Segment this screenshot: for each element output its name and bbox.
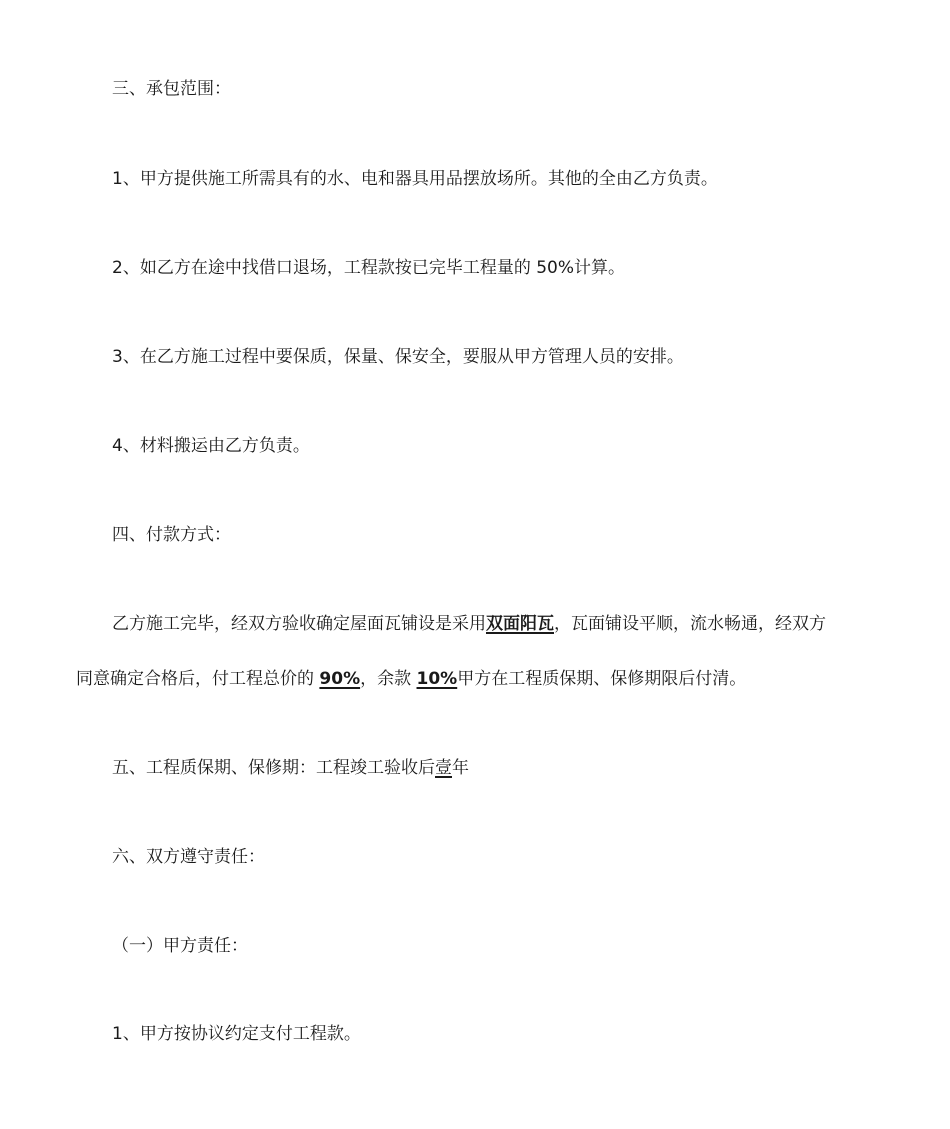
percent-paid: 90%: [319, 669, 361, 689]
section-scope-heading: 三、承包范围：: [112, 79, 231, 99]
section-warranty: [112, 756, 469, 780]
payment-text-5: 甲方在工程质保期、保修期限后付清。: [457, 669, 747, 689]
scope-item-3: 3、在乙方施工过程中要保质，保量、保安全，要服从甲方管理人员的安排。: [112, 347, 684, 367]
tile-type: 双面阳瓦: [486, 614, 554, 634]
payment-text-2: ，瓦面铺设平顺，流水畅通，经双方: [554, 614, 826, 634]
payment-paragraph-line-1: [112, 612, 826, 636]
scope-item-4: 4、材料搬运由乙方负责。: [112, 436, 310, 456]
party-a-heading: （一）甲方责任：: [112, 936, 248, 956]
scope-item-2: 2、如乙方在途中找借口退场，工程款按已完毕工程量的 50%计算。: [112, 258, 626, 278]
warranty-period: 壹: [435, 758, 452, 778]
payment-text-3: 同意确定合格后，付工程总价的: [76, 669, 320, 689]
warranty-unit: 年: [452, 758, 469, 778]
warranty-text: 五、工程质保期、保修期：工程竣工验收后: [112, 758, 435, 778]
scope-item-1: 1、甲方提供施工所需具有的水、电和器具用品摆放场所。其他的全由乙方负责。: [112, 169, 718, 189]
section-payment-heading: 四、付款方式：: [112, 525, 231, 545]
payment-paragraph-line-2: [76, 667, 746, 691]
payment-text-4: ，余款: [360, 669, 417, 689]
party-a-item-1: 1、甲方按协议约定支付工程款。: [112, 1024, 361, 1044]
section-duties-heading: 六、双方遵守责任：: [112, 847, 265, 867]
percent-remaining: 10%: [416, 669, 458, 689]
payment-text-1: 乙方施工完毕，经双方验收确定屋面瓦铺设是采用: [112, 614, 486, 634]
